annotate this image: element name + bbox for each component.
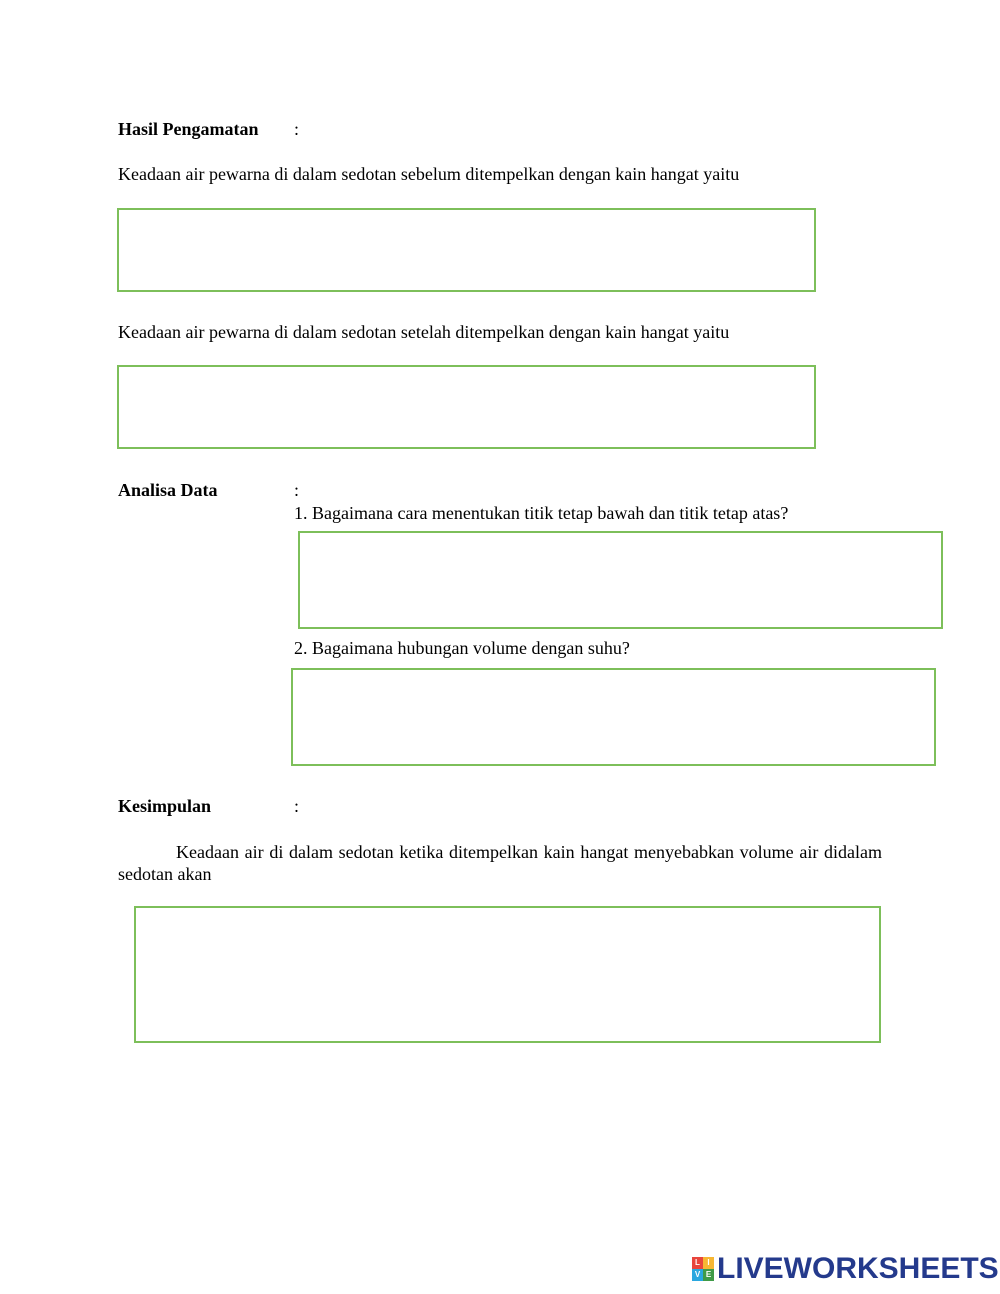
logo-mark-tile: E (703, 1269, 714, 1281)
liveworksheets-logo-text: LIVEWORKSHEETS (717, 1252, 999, 1285)
conclusion-paragraph: Keadaan air di dalam sedotan ketika ditempelkan kain hangat menyebabkan volume air didalam sedotan akan (118, 842, 882, 884)
answer-box-question-1[interactable] (298, 531, 943, 629)
logo-mark-tile: V (692, 1269, 703, 1281)
section-heading-analisa-data: Analisa Data (118, 480, 218, 500)
answer-box-question-2[interactable] (291, 668, 936, 766)
logo-mark-tile: I (703, 1257, 714, 1269)
section-heading-hasil-pengamatan: Hasil Pengamatan (118, 119, 259, 139)
answer-box-after-heating[interactable] (117, 365, 816, 449)
heading-colon: : (294, 480, 300, 500)
question-after-heating: Keadaan air pewarna di dalam sedotan setelah ditempelkan dengan kain hangat yaitu (118, 322, 730, 342)
liveworksheets-logo (692, 1254, 999, 1284)
logo-mark-tile: L (692, 1257, 703, 1269)
answer-box-conclusion[interactable] (134, 906, 881, 1043)
question-2-volume-temperature: 2. Bagaimana hubungan volume dengan suhu? (294, 638, 630, 658)
section-heading-kesimpulan: Kesimpulan (118, 796, 212, 816)
question-1-fixed-points: 1. Bagaimana cara menentukan titik tetap bawah dan titik tetap atas? (294, 503, 789, 523)
answer-box-before-heating[interactable] (117, 208, 816, 292)
heading-colon: : (294, 796, 300, 816)
heading-colon: : (294, 119, 300, 139)
liveworksheets-logo-icon (692, 1257, 714, 1281)
question-before-heating: Keadaan air pewarna di dalam sedotan sebelum ditempelkan dengan kain hangat yaitu (118, 164, 740, 184)
